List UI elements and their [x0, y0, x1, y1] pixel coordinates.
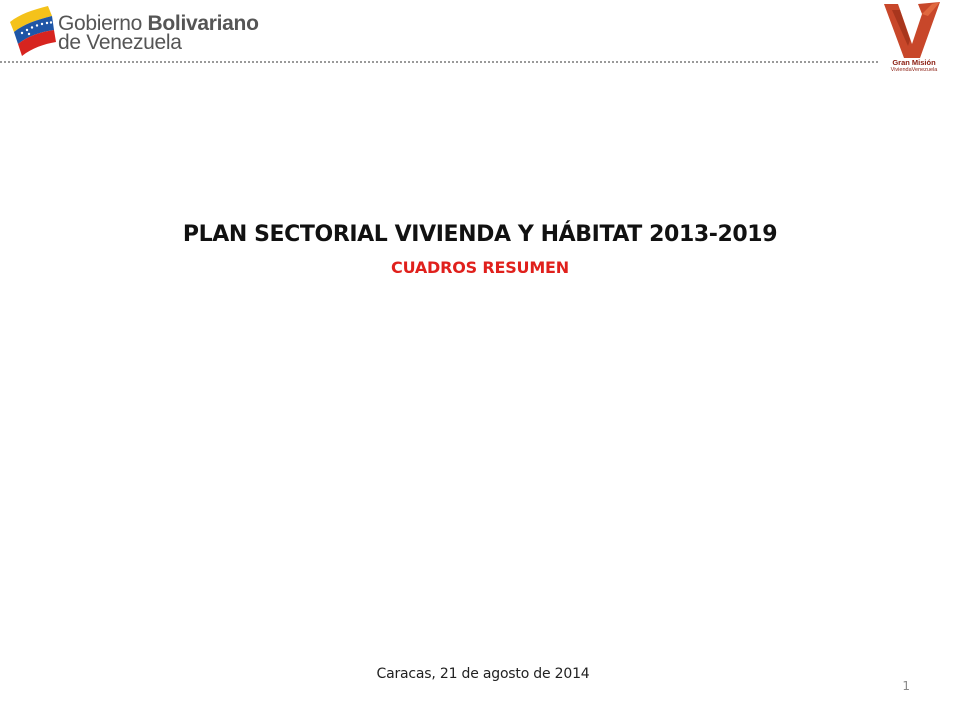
gov-logo-line1-a: Gobierno	[58, 12, 148, 35]
page-number: 1	[902, 679, 910, 693]
gmvv-logo-line2: ViviendaVenezuela	[890, 67, 938, 73]
gobierno-bolivariano-text	[58, 14, 259, 52]
gov-logo-line2: de Venezuela	[58, 31, 182, 54]
footer-date: Caracas, 21 de agosto de 2014	[376, 666, 590, 682]
gov-logo-line1-b: Bolivariano	[147, 12, 259, 35]
gmvv-logo-line1: Gran Misión	[892, 58, 936, 67]
gobierno-bolivariano-logo	[6, 4, 259, 56]
venezuela-flag-icon	[6, 4, 60, 56]
gran-mision-vivienda-logo	[882, 0, 942, 84]
header-divider	[0, 61, 878, 63]
gran-mision-v-icon	[882, 0, 942, 64]
slide-title: PLAN SECTORIAL VIVIENDA Y HÁBITAT 2013-2019	[182, 222, 778, 247]
slide-subtitle: CUADROS RESUMEN	[391, 258, 569, 277]
